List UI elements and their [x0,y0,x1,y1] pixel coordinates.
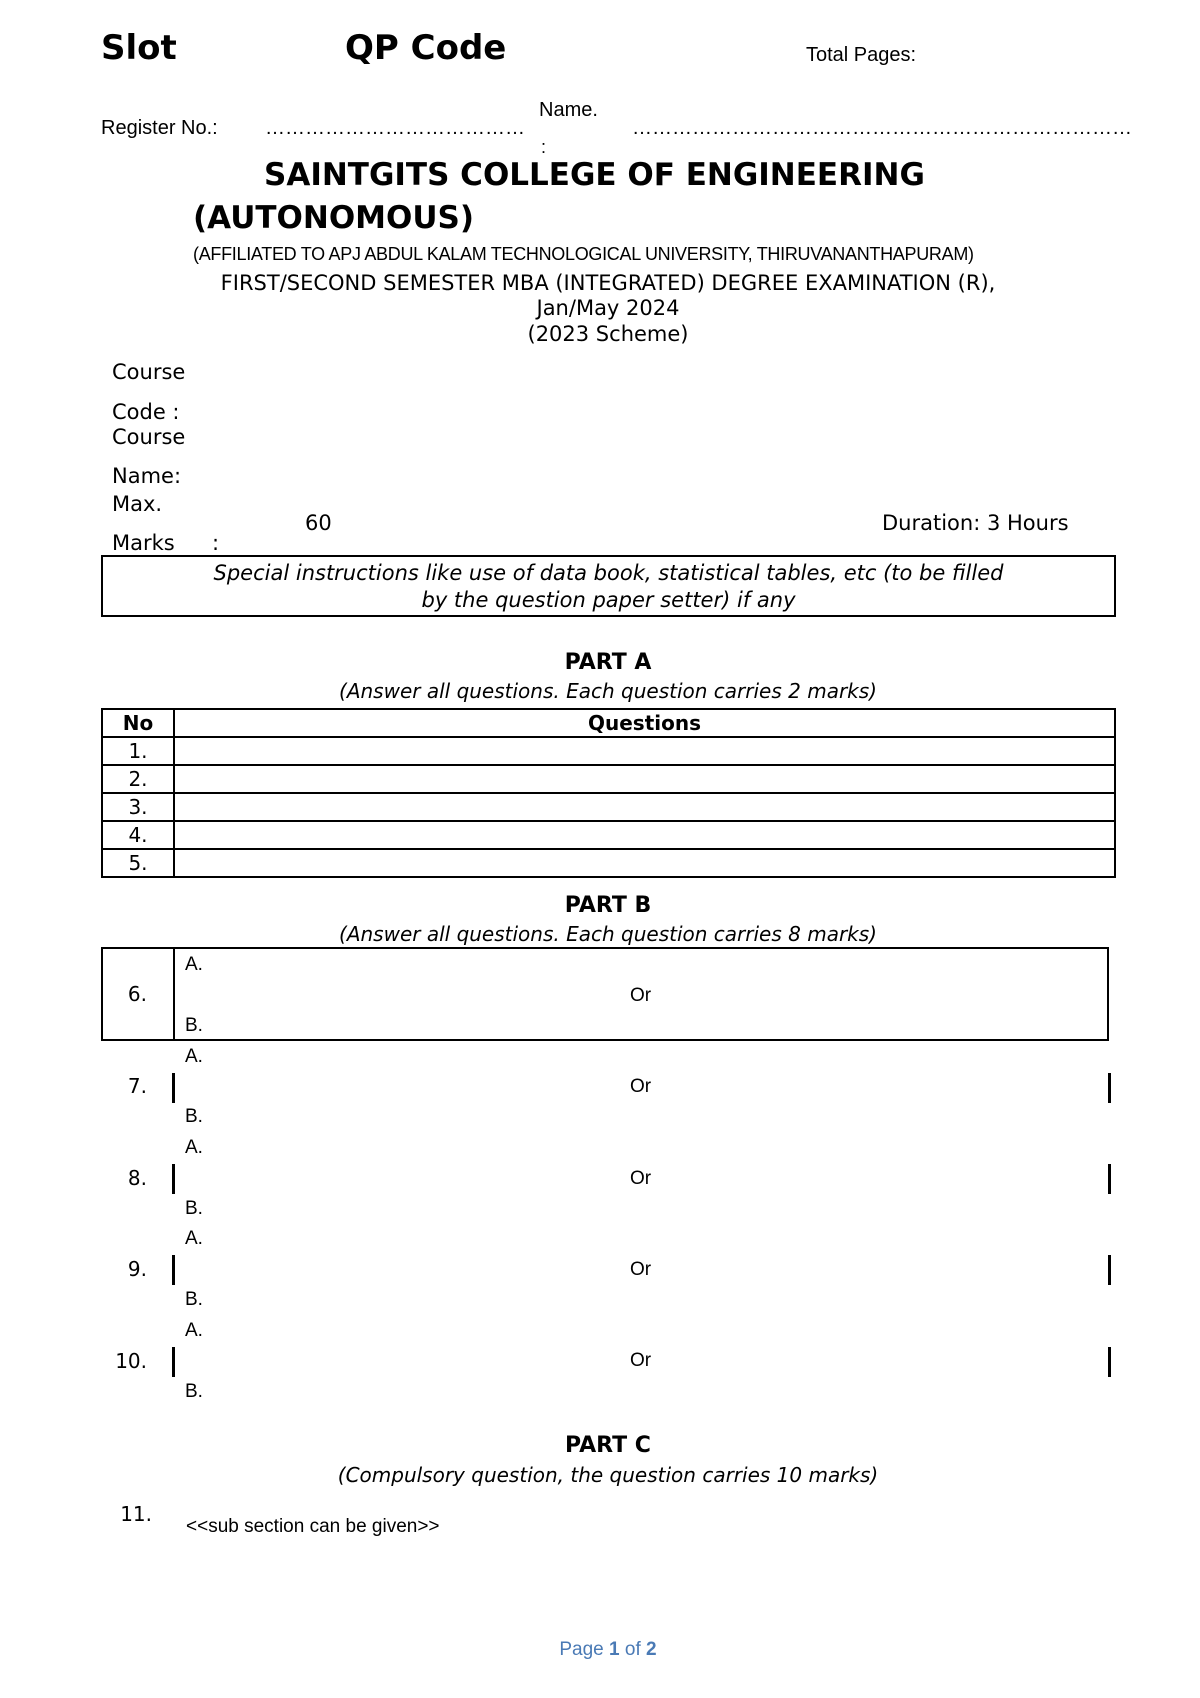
duration: Duration: 3 Hours [882,511,1069,535]
part-c-subtitle: (Compulsory question, the question carries 10 marks) [337,1463,879,1487]
page-footer [0,1639,1200,1661]
of-word: of [624,1639,641,1660]
option-a: A. [185,1320,203,1341]
max-marks-label-2: Marks [112,531,175,555]
course-name-label-2: Name: [112,464,182,488]
course-code-label-2: Code : [112,400,180,424]
right-border [1108,1164,1111,1194]
sub-section-placeholder: <<sub section can be given>> [186,1516,440,1537]
name-colon: : [541,137,547,157]
or-label: Or [630,1168,652,1189]
part-b-subtitle: (Answer all questions. Each question carries 8 marks) [339,922,877,946]
question-number: 9. [127,1257,147,1281]
table-row [102,849,1115,877]
part-a-table [101,708,1116,878]
part-a-col-questions: Questions [174,709,1115,737]
question-number: 1. [102,737,174,765]
max-marks-colon: : [212,531,220,555]
question-number: 7. [127,1074,147,1098]
question-cell [174,849,1115,877]
option-b: B. [185,1106,203,1127]
affiliation: (AFFILIATED TO APJ ABDUL KALAM TECHNOLOGICAL UNIVERSITY, THIRUVANANTHAPURAM) [193,244,974,264]
table-row [102,765,1115,793]
question-number: 6. [127,982,147,1006]
slot-label: Slot [101,28,177,68]
right-border [1108,1347,1111,1377]
question-cell [174,793,1115,821]
option-a: A. [185,1228,203,1249]
course-code-label-1: Course [112,360,186,384]
left-border [172,1073,175,1103]
or-label: Or [630,1350,652,1371]
or-label: Or [630,1076,652,1097]
college-name: SAINTGITS COLLEGE OF ENGINEERING [264,157,925,193]
max-marks-label-1: Max. [112,492,163,516]
college-autonomous: (AUTONOMOUS) [193,200,475,236]
qp-code-label: QP Code [345,28,507,68]
special-instructions-box [101,555,1116,617]
question-number: 2. [102,765,174,793]
right-border [1108,1255,1111,1285]
question-number: 11. [120,1502,152,1526]
table-row [102,737,1115,765]
part-a-header-row [102,709,1115,737]
left-border [172,1255,175,1285]
question-number: 4. [102,821,174,849]
left-border [172,1164,175,1194]
table-row [102,821,1115,849]
right-border [1108,1073,1111,1103]
part-b-title: PART B [564,893,652,918]
option-b: B. [185,1198,203,1219]
question-number: 10. [115,1349,147,1373]
option-b: B. [185,1289,203,1310]
max-marks-value: 60 [305,511,332,535]
question-6-divider [173,947,175,1041]
option-a: A. [185,1137,203,1158]
register-label: Register No.: [101,117,218,139]
question-number: 3. [102,793,174,821]
name-label: Name. [539,99,598,121]
question-number: 5. [102,849,174,877]
page-number: 1 [609,1639,620,1660]
table-row [102,793,1115,821]
exam-scheme: (2023 Scheme) [527,322,689,346]
total-pages-label: Total Pages: [806,44,917,66]
part-a-subtitle: (Answer all questions. Each question carries 2 marks) [339,679,877,703]
part-c-title: PART C [565,1433,651,1458]
option-b: B. [185,1015,203,1036]
name-dots: ………………………………………………………………… [632,117,1132,139]
question-cell [174,765,1115,793]
left-border [172,1347,175,1377]
option-a: A. [185,954,203,975]
course-name-label-1: Course [112,425,186,449]
exam-title-line2: Jan/May 2024 [536,296,680,320]
register-dots: ………………………………… [265,117,525,139]
option-a: A. [185,1046,203,1067]
instructions-line1: Special instructions like use of data book, statistical tables, etc (to be filled [213,561,1004,585]
or-label: Or [630,1259,652,1280]
question-number: 8. [127,1166,147,1190]
part-a-col-no: No [102,709,174,737]
part-a-title: PART A [564,650,652,675]
instructions-line2: by the question paper setter) if any [421,588,796,612]
or-label: Or [630,985,652,1006]
page-total: 2 [646,1639,657,1660]
question-cell [174,737,1115,765]
question-cell [174,821,1115,849]
option-b: B. [185,1381,203,1402]
exam-title-line1: FIRST/SECOND SEMESTER MBA (INTEGRATED) DEGREE EXAMINATION (R), [220,271,996,295]
question-6-box [101,947,1109,1041]
page-word: Page [559,1639,604,1660]
